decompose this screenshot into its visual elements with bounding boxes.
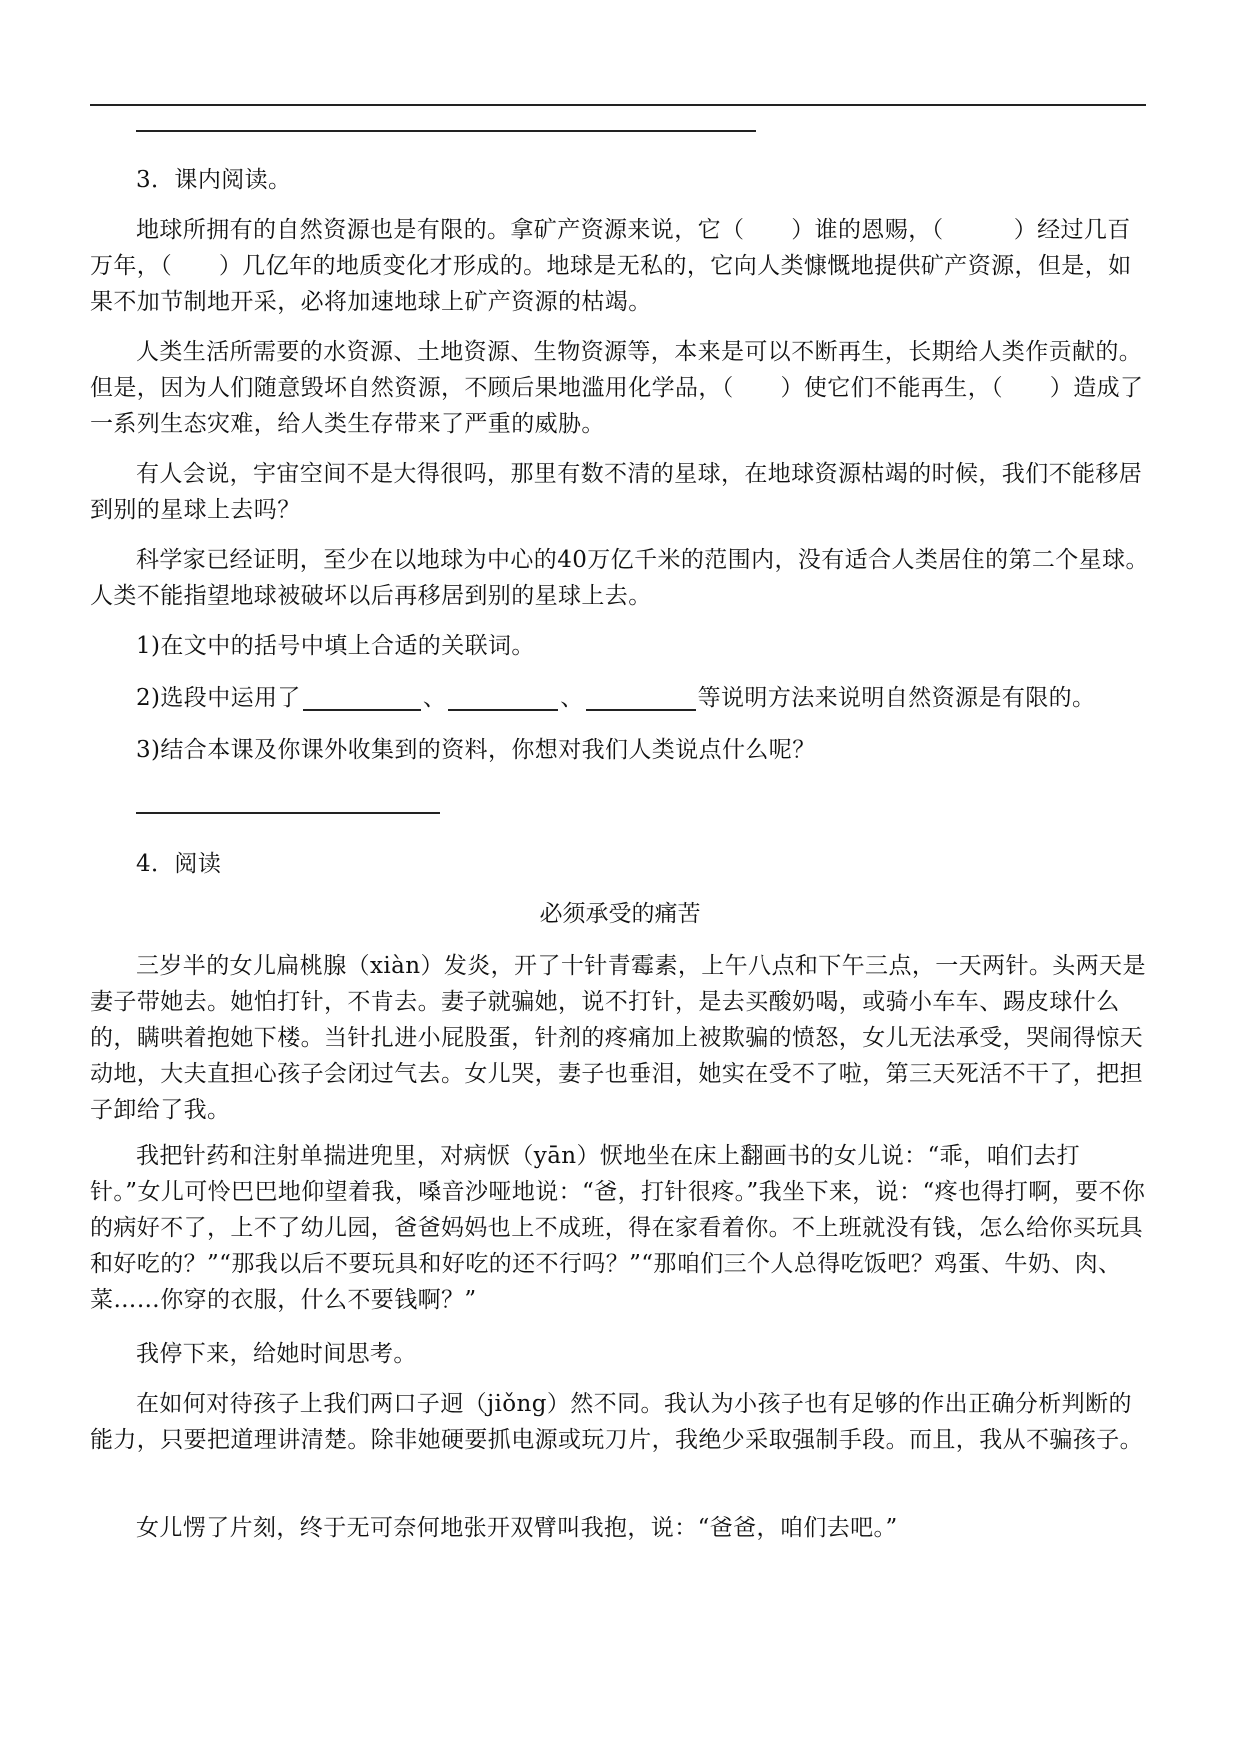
section3-paragraph-4: 科学家已经证明，至少在以地球为中心的40万亿千米的范围内，没有适合人类居住的第二个星球。人类不能指望地球被破坏以后再移居到别的星球上去。 [90,547,1149,609]
section4-heading: 4．阅读 [136,851,222,877]
question-2 [136,680,1196,716]
question-2-prefix: 2)选段中运用了 [136,685,301,711]
top-rule [90,104,1146,106]
question-2-separator-2: 、 [560,685,584,711]
section3-paragraph-3: 有人会说，宇宙空间不是大得很吗，那里有数不清的星球，在地球资源枯竭的时候，我们不能移居到别的星球上去吗？ [90,461,1143,523]
reading-paragraph-5: 女儿愣了片刻，终于无可奈何地张开双臂叫我抱，说：“爸爸，咱们去吧。” [136,1515,898,1541]
reading-paragraph-1: 三岁半的女儿扁桃腺（xiàn）发炎，开了十针青霉素，上午八点和下午三点，一天两针。头两天是妻子带她去。她怕打针，不肯去。妻子就骗她，说不打针，是去买酸奶喝，或骑小车车、踢皮球什么的，瞒哄着抱她下楼。当针扎进小屁股蛋，针剂的疼痛加上被欺骗的愤怒，女儿无法承受，哭闹得惊天动地，大夫直担心孩子会闭过气去。女儿哭，妻子也垂泪，她实在受不了啦，第三天死活不干了，把担子卸给了我。 [90,953,1146,1123]
reading-paragraph-3: 我停下来，给她时间思考。 [136,1341,417,1367]
section3-paragraph-2: 人类生活所需要的水资源、土地资源、生物资源等，本来是可以不断再生，长期给人类作贡献的。但是，因为人们随意毁坏自然资源，不顾后果地滥用化学品，（ ）使它们不能再生，（ ）造成了一系列生态灾难，给人类生存带来了严重的威胁。 [90,339,1144,437]
question-2-blank-2[interactable] [448,687,558,711]
question-2-blank-3[interactable] [586,687,696,711]
question-2-separator-1: 、 [422,685,447,711]
question-3-answer-line[interactable] [136,812,440,814]
section3-heading: 3．课内阅读。 [136,167,292,193]
question-2-blank-1[interactable] [303,687,421,711]
answer-line-previous [136,130,756,132]
reading-paragraph-4: 在如何对待孩子上我们两口子迥（jiǒng）然不同。我认为小孩子也有足够的作出正确分析判断的能力，只要把道理讲清楚。除非她硬要抓电源或玩刀片，我绝少采取强制手段。而且，我从不骗孩子。 [90,1391,1143,1453]
question-3: 3)结合本课及你课外收集到的资料，你想对我们人类说点什么呢？ [136,737,816,763]
reading-title: 必须承受的痛苦 [539,901,701,927]
question-1: 1)在文中的括号中填上合适的关联词。 [136,633,535,659]
reading-paragraph-2: 我把针药和注射单揣进兜里，对病恹（yān）恹地坐在床上翻画书的女儿说：“乖，咱们去打针。”女儿可怜巴巴地仰望着我，嗓音沙哑地说：“爸，打针很疼。”我坐下来，说：“疼也得打啊，要不你的病好不了，上不了幼儿园，爸爸妈妈也上不成班，得在家看着你。不上班就没有钱，怎么给你买玩具和好吃的？”“那我以后不要玩具和好吃的还不行吗？”“那咱们三个人总得吃饭吧？鸡蛋、牛奶、肉、菜……你穿的衣服，什么不要钱啊？” [90,1143,1146,1313]
question-2-suffix: 等说明方法来说明自然资源是有限的。 [697,685,1096,711]
section3-paragraph-1: 地球所拥有的自然资源也是有限的。拿矿产资源来说，它（ ）谁的恩赐，（ ）经过几百万年，（ ）几亿年的地质变化才形成的。地球是无私的，它向人类慷慨地提供矿产资源，但是，如果不加节制地开采，必将加速地球上矿产资源的枯竭。 [90,217,1132,315]
